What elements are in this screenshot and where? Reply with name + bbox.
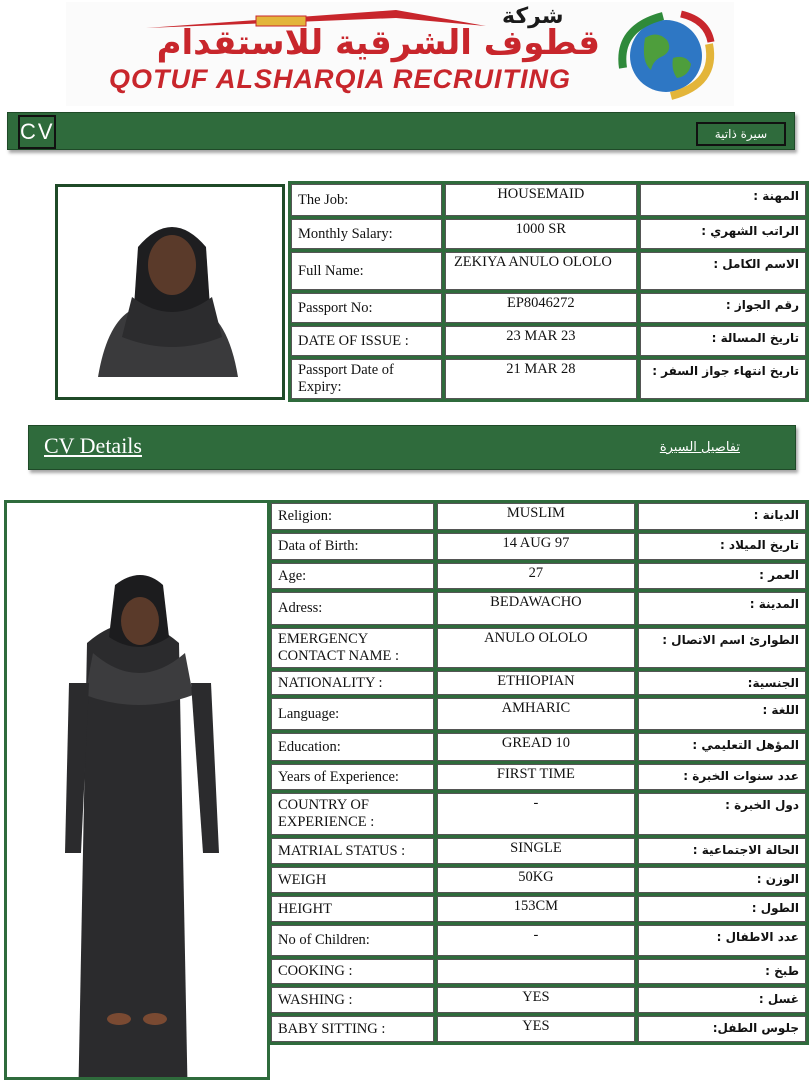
row-label: Full Name: <box>291 252 442 290</box>
row-label: The Job: <box>291 184 442 216</box>
table-row <box>291 252 806 290</box>
row-value: 50KG <box>437 867 635 893</box>
table-row <box>271 959 806 984</box>
row-label: NATIONALITY : <box>271 671 434 695</box>
full-photo-frame <box>4 500 270 1080</box>
row-label: WEIGH <box>271 867 434 893</box>
row-arabic-label: الحالة الاجتماعية : <box>638 838 806 864</box>
table-row <box>271 698 806 730</box>
cv-details-bar <box>28 425 796 470</box>
row-value: 14 AUG 97 <box>437 533 635 560</box>
row-label: Language: <box>271 698 434 730</box>
table-row <box>271 733 806 761</box>
job-info-table <box>288 181 809 402</box>
row-value: MUSLIM <box>437 503 635 530</box>
row-arabic-label: غسل : <box>638 987 806 1013</box>
logo-english-name: QOTUF ALSHARQIA RECRUITING <box>109 64 571 94</box>
row-arabic-label: المدينة : <box>638 592 806 625</box>
row-arabic-label: الاسم الكامل : <box>640 252 806 290</box>
row-value: YES <box>437 987 635 1013</box>
row-label: Monthly Salary: <box>291 219 442 249</box>
row-arabic-label: العمر : <box>638 563 806 589</box>
portrait-photo-frame <box>55 184 285 400</box>
row-value: 27 <box>437 563 635 589</box>
row-value: - <box>437 793 635 835</box>
row-label: Passport No: <box>291 293 442 323</box>
row-value: BEDAWACHO <box>437 592 635 625</box>
row-arabic-label: اللغة : <box>638 698 806 730</box>
table-row <box>291 359 806 399</box>
cv-details-arabic-label: تفاصيل السيرة <box>659 440 740 455</box>
table-row <box>271 628 806 668</box>
row-arabic-label: دول الخبرة : <box>638 793 806 835</box>
row-arabic-label: الوزن : <box>638 867 806 893</box>
row-label: WASHING : <box>271 987 434 1013</box>
row-arabic-label: تاريخ انتهاء جواز السفر : <box>640 359 806 399</box>
row-value: FIRST TIME <box>437 764 635 790</box>
row-value: SINGLE <box>437 838 635 864</box>
row-arabic-label: عدد سنوات الخبرة : <box>638 764 806 790</box>
row-value: 21 MAR 28 <box>445 359 637 399</box>
table-row <box>271 925 806 956</box>
row-label: Years of Experience: <box>271 764 434 790</box>
row-value: HOUSEMAID <box>445 184 637 216</box>
table-row <box>291 326 806 356</box>
row-label: MATRIAL STATUS : <box>271 838 434 864</box>
row-label: Data of Birth: <box>271 533 434 560</box>
cv-label: CV <box>18 115 56 149</box>
row-arabic-label: جلوس الطفل: <box>638 1016 806 1042</box>
globe-icon <box>611 8 721 102</box>
table-row <box>271 1016 806 1042</box>
row-arabic-label: الطول : <box>638 896 806 922</box>
full-body-photo <box>7 503 267 1077</box>
table-row <box>271 793 806 835</box>
table-row <box>271 592 806 625</box>
row-arabic-label: تاريخ الميلاد : <box>638 533 806 560</box>
table-row <box>271 764 806 790</box>
row-arabic-label: المهنة : <box>640 184 806 216</box>
row-arabic-label: الجنسية: <box>638 671 806 695</box>
table-row <box>271 838 806 864</box>
row-label: BABY SITTING : <box>271 1016 434 1042</box>
cv-header-bar <box>7 112 795 150</box>
row-label: Adress: <box>271 592 434 625</box>
table-row <box>271 563 806 589</box>
logo-arabic-top: شركة <box>502 4 564 29</box>
row-value: EP8046272 <box>445 293 637 323</box>
table-row <box>271 503 806 530</box>
row-value: ZEKIYA ANULO OLOLO <box>445 252 637 290</box>
table-row <box>271 867 806 893</box>
row-value: 23 MAR 23 <box>445 326 637 356</box>
row-value: ANULO OLOLO <box>437 628 635 668</box>
row-value <box>437 959 635 984</box>
logo-arabic-name: قطوف الشرقية للاستقدام <box>156 23 600 63</box>
row-arabic-label: طبخ : <box>638 959 806 984</box>
row-label: Religion: <box>271 503 434 530</box>
row-arabic-label: الراتب الشهري : <box>640 219 806 249</box>
row-label: Education: <box>271 733 434 761</box>
row-value: - <box>437 925 635 956</box>
row-arabic-label: رقم الجواز : <box>640 293 806 323</box>
row-label: Passport Date of Expiry: <box>291 359 442 399</box>
row-value: 153CM <box>437 896 635 922</box>
row-label: HEIGHT <box>271 896 434 922</box>
table-row <box>291 293 806 323</box>
table-row <box>271 533 806 560</box>
row-value: 1000 SR <box>445 219 637 249</box>
personal-details-table <box>268 500 809 1045</box>
table-row <box>271 896 806 922</box>
row-label: EMERGENCY CONTACT NAME : <box>271 628 434 668</box>
row-value: GREAD 10 <box>437 733 635 761</box>
table-row <box>271 987 806 1013</box>
row-value: AMHARIC <box>437 698 635 730</box>
table-row <box>291 184 806 216</box>
cv-arabic-label: سيرة ذاتية <box>696 122 786 146</box>
row-arabic-label: الديانة : <box>638 503 806 530</box>
row-label: COOKING : <box>271 959 434 984</box>
table-row <box>291 219 806 249</box>
table-row <box>271 671 806 695</box>
row-value: ETHIOPIAN <box>437 671 635 695</box>
cv-details-label: CV Details <box>44 433 142 458</box>
row-label: Age: <box>271 563 434 589</box>
portrait-photo <box>58 187 282 397</box>
row-label: DATE OF ISSUE : <box>291 326 442 356</box>
row-label: COUNTRY OF EXPERIENCE : <box>271 793 434 835</box>
row-value: YES <box>437 1016 635 1042</box>
row-arabic-label: عدد الاطفال : <box>638 925 806 956</box>
row-label: No of Children: <box>271 925 434 956</box>
company-logo <box>66 2 734 106</box>
row-arabic-label: تاريخ المسالة : <box>640 326 806 356</box>
row-arabic-label: الطوارئ اسم الاتصال : <box>638 628 806 668</box>
row-arabic-label: المؤهل التعليمي : <box>638 733 806 761</box>
